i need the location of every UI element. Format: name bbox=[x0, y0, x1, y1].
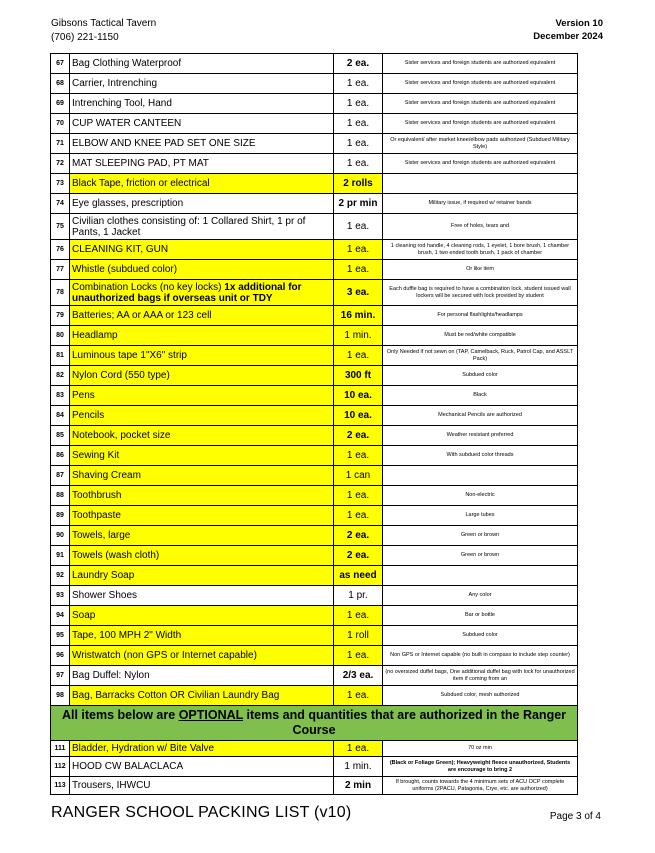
quantity: 2 ea. bbox=[334, 526, 383, 546]
row-number: 73 bbox=[51, 174, 70, 194]
table-row bbox=[51, 586, 578, 606]
item-name: Bag Clothing Waterproof bbox=[70, 54, 334, 74]
row-number: 84 bbox=[51, 406, 70, 426]
item-note: With subdued color threads bbox=[383, 446, 578, 466]
table-row bbox=[51, 546, 578, 566]
item-note: For personal flashlights/headlamps bbox=[383, 306, 578, 326]
item-name: Notebook, pocket size bbox=[70, 426, 334, 446]
item-name: Soap bbox=[70, 606, 334, 626]
table-row bbox=[51, 114, 578, 134]
table-row bbox=[51, 306, 578, 326]
row-number: 90 bbox=[51, 526, 70, 546]
quantity: 1 ea. bbox=[334, 606, 383, 626]
quantity: 1 ea. bbox=[334, 94, 383, 114]
table-row bbox=[51, 466, 578, 486]
item-note: Sister services and foreign students are authorized equivalent bbox=[383, 54, 578, 74]
table-row bbox=[51, 506, 578, 526]
row-number: 71 bbox=[51, 134, 70, 154]
item-name: Eye glasses, prescription bbox=[70, 194, 334, 214]
row-number: 77 bbox=[51, 260, 70, 280]
row-number: 72 bbox=[51, 154, 70, 174]
item-note: Or like item bbox=[383, 260, 578, 280]
row-number: 86 bbox=[51, 446, 70, 466]
item-note: Sister services and foreign students are authorized equivalent bbox=[383, 74, 578, 94]
quantity: 2 ea. bbox=[334, 546, 383, 566]
row-number: 88 bbox=[51, 486, 70, 506]
table-row bbox=[51, 777, 578, 795]
row-number: 96 bbox=[51, 646, 70, 666]
quantity: 1 ea. bbox=[334, 240, 383, 260]
table-row bbox=[51, 426, 578, 446]
item-name: CLEANING KIT, GUN bbox=[70, 240, 334, 260]
row-number: 69 bbox=[51, 94, 70, 114]
item-name: Towels, large bbox=[70, 526, 334, 546]
header-left bbox=[51, 17, 156, 45]
quantity: 10 ea. bbox=[334, 406, 383, 426]
item-name: Shaving Cream bbox=[70, 466, 334, 486]
table-row bbox=[51, 666, 578, 686]
row-number: 113 bbox=[51, 777, 70, 795]
quantity: 1 pr. bbox=[334, 586, 383, 606]
item-note: Military issue, if required w/ retainer bands bbox=[383, 194, 578, 214]
row-number: 81 bbox=[51, 346, 70, 366]
header-right bbox=[533, 17, 603, 43]
item-name: Pencils bbox=[70, 406, 334, 426]
quantity: 2 ea. bbox=[334, 54, 383, 74]
table-row bbox=[51, 566, 578, 586]
quantity: 1 ea. bbox=[334, 686, 383, 706]
item-note: (no oversized duffel bags, One additional duffel bag with lock for unauthorized item if coming from an bbox=[383, 666, 578, 686]
item-name: Bag, Barracks Cotton OR Civilian Laundry Bag bbox=[70, 686, 334, 706]
item-name: Toothbrush bbox=[70, 486, 334, 506]
quantity: 2/3 ea. bbox=[334, 666, 383, 686]
quantity: 1 min. bbox=[334, 757, 383, 777]
item-note: Sister services and foreign students are authorized equivalent bbox=[383, 114, 578, 134]
table-row bbox=[51, 240, 578, 260]
quantity: 1 ea. bbox=[334, 346, 383, 366]
item-name: Toothpaste bbox=[70, 506, 334, 526]
item-note: Non GPS or Internet capable (no built in compass to include step counter) bbox=[383, 646, 578, 666]
item-name-text: Combination Locks (no key locks) bbox=[72, 281, 222, 293]
quantity: 1 roll bbox=[334, 626, 383, 646]
table-row bbox=[51, 526, 578, 546]
table-row bbox=[51, 94, 578, 114]
item-note: Weather resistant preferred bbox=[383, 426, 578, 446]
item-note: Must be red/white compatible bbox=[383, 326, 578, 346]
row-number: 97 bbox=[51, 666, 70, 686]
table-row bbox=[51, 134, 578, 154]
item-name: Civilian clothes consisting of: 1 Collared Shirt, 1 pr of Pants, 1 Jacket bbox=[70, 214, 334, 240]
row-number: 78 bbox=[51, 280, 70, 306]
quantity: 1 ea. bbox=[334, 506, 383, 526]
table-row bbox=[51, 194, 578, 214]
item-note: Subdued color bbox=[383, 626, 578, 646]
row-number: 75 bbox=[51, 214, 70, 240]
table-row bbox=[51, 406, 578, 426]
quantity: 1 can bbox=[334, 466, 383, 486]
item-name: Carrier, Intrenching bbox=[70, 74, 334, 94]
item-note: (Black or Foliage Green); Heavyweight fleece unauthorized, Students are encourage to bring 2 bbox=[383, 757, 578, 777]
org-phone: (706) 221-1150 bbox=[51, 32, 119, 43]
item-name: Trousers, IHWCU bbox=[70, 777, 334, 795]
table-row bbox=[51, 757, 578, 777]
row-number: 95 bbox=[51, 626, 70, 646]
quantity: 1 ea. bbox=[334, 486, 383, 506]
item-note: Green or brown bbox=[383, 546, 578, 566]
table-row bbox=[51, 741, 578, 757]
item-note: Any color bbox=[383, 586, 578, 606]
banner-text-pre: All items below are bbox=[61, 708, 179, 722]
item-note: If brought, counts towards the 4 minimum sets of ACU OCP complete uniforms (2PACU, Patagonia, Crye, etc. are authorized) bbox=[383, 777, 578, 795]
item-name: Intrenching Tool, Hand bbox=[70, 94, 334, 114]
optional-banner bbox=[51, 706, 578, 741]
item-name: ELBOW AND KNEE PAD SET ONE SIZE bbox=[70, 134, 334, 154]
table-row bbox=[51, 346, 578, 366]
row-number: 98 bbox=[51, 686, 70, 706]
item-name: CUP WATER CANTEEN bbox=[70, 114, 334, 134]
row-number: 79 bbox=[51, 306, 70, 326]
version-label: Version 10 bbox=[555, 18, 603, 29]
table-row bbox=[51, 686, 578, 706]
item-name: MAT SLEEPING PAD, PT MAT bbox=[70, 154, 334, 174]
item-name: Wristwatch (non GPS or Internet capable) bbox=[70, 646, 334, 666]
footer-title: RANGER SCHOOL PACKING LIST (v10) bbox=[51, 804, 352, 821]
table-row bbox=[51, 154, 578, 174]
item-note: Each duffle bag is required to have a combination lock, student issued wall lockers will be secured with lock provided by student bbox=[383, 280, 578, 306]
row-number: 94 bbox=[51, 606, 70, 626]
item-name: Nylon Cord (550 type) bbox=[70, 366, 334, 386]
quantity: 3 ea. bbox=[334, 280, 383, 306]
item-note bbox=[383, 174, 578, 194]
quantity: 1 ea. bbox=[334, 134, 383, 154]
item-note: 70 oz min bbox=[383, 741, 578, 757]
item-name: Whistle (subdued color) bbox=[70, 260, 334, 280]
item-note: Green or brown bbox=[383, 526, 578, 546]
item-note: Sister services and foreign students are authorized equivalent bbox=[383, 154, 578, 174]
table-row bbox=[51, 486, 578, 506]
table-row bbox=[51, 386, 578, 406]
row-number: 83 bbox=[51, 386, 70, 406]
item-name: Sewing Kit bbox=[70, 446, 334, 466]
optional-banner-row bbox=[51, 706, 578, 741]
item-name: Bag Duffel: Nylon bbox=[70, 666, 334, 686]
row-number: 70 bbox=[51, 114, 70, 134]
row-number: 91 bbox=[51, 546, 70, 566]
item-note: Subdued color bbox=[383, 366, 578, 386]
packing-list-table bbox=[50, 53, 578, 795]
item-note: Sister services and foreign students are authorized equivalent bbox=[383, 94, 578, 114]
item-note: Free of holes, tears and bbox=[383, 214, 578, 240]
page-number: Page 3 of 4 bbox=[549, 811, 601, 822]
item-name: Bladder, Hydration w/ Bite Valve bbox=[70, 741, 334, 757]
quantity: 1 ea. bbox=[334, 741, 383, 757]
org-name: Gibsons Tactical Tavern bbox=[51, 18, 157, 29]
row-number: 76 bbox=[51, 240, 70, 260]
item-name: Batteries; AA or AAA or 123 cell bbox=[70, 306, 334, 326]
table-row bbox=[51, 260, 578, 280]
item-note: 1 cleaning rod handle, 4 cleaning rods, 1 eyelet, 1 bore brush, 1 chamber brush, 1 two ended tooth brush, 1 pack of chamber bbox=[383, 240, 578, 260]
quantity: 1 ea. bbox=[334, 214, 383, 240]
table-row bbox=[51, 214, 578, 240]
quantity: 2 pr min bbox=[334, 194, 383, 214]
quantity: 1 ea. bbox=[334, 260, 383, 280]
row-number: 89 bbox=[51, 506, 70, 526]
row-number: 85 bbox=[51, 426, 70, 446]
quantity: 1 ea. bbox=[334, 446, 383, 466]
table-row bbox=[51, 326, 578, 346]
item-note: Only Needed if not sewn on (TAP, Camelback, Ruck, Patrol Cap, and ASSLT Pack) bbox=[383, 346, 578, 366]
quantity: 1 ea. bbox=[334, 74, 383, 94]
table-row bbox=[51, 626, 578, 646]
row-number: 82 bbox=[51, 366, 70, 386]
row-number: 67 bbox=[51, 54, 70, 74]
item-note: Mechanical Pencils are authorized bbox=[383, 406, 578, 426]
table-row bbox=[51, 606, 578, 626]
row-number: 92 bbox=[51, 566, 70, 586]
item-name: Laundry Soap bbox=[70, 566, 334, 586]
quantity: as need bbox=[334, 566, 383, 586]
row-number: 74 bbox=[51, 194, 70, 214]
table-row bbox=[51, 280, 578, 306]
item-name: Luminous tape 1"X6" strip bbox=[70, 346, 334, 366]
item-name: Towels (wash cloth) bbox=[70, 546, 334, 566]
item-note bbox=[383, 466, 578, 486]
quantity: 1 ea. bbox=[334, 154, 383, 174]
row-number: 68 bbox=[51, 74, 70, 94]
row-number: 111 bbox=[51, 741, 70, 757]
item-note: Non-electric bbox=[383, 486, 578, 506]
table-row bbox=[51, 446, 578, 466]
item-note: Bar or bottle bbox=[383, 606, 578, 626]
table-row bbox=[51, 74, 578, 94]
quantity: 16 min. bbox=[334, 306, 383, 326]
quantity: 1 min. bbox=[334, 326, 383, 346]
quantity: 2 rolls bbox=[334, 174, 383, 194]
item-note: Large tubes bbox=[383, 506, 578, 526]
item-name: Shower Shoes bbox=[70, 586, 334, 606]
item-name: Tape, 100 MPH 2" Width bbox=[70, 626, 334, 646]
quantity: 1 ea. bbox=[334, 646, 383, 666]
item-note bbox=[383, 566, 578, 586]
quantity: 10 ea. bbox=[334, 386, 383, 406]
table-row bbox=[51, 366, 578, 386]
item-name: HOOD CW BALACLACA bbox=[70, 757, 334, 777]
quantity: 2 min bbox=[334, 777, 383, 795]
item-note: Black bbox=[383, 386, 578, 406]
table-row bbox=[51, 646, 578, 666]
item-name bbox=[70, 280, 334, 306]
banner-text-emphasis: OPTIONAL bbox=[178, 708, 244, 722]
table-row bbox=[51, 54, 578, 74]
quantity: 1 ea. bbox=[334, 114, 383, 134]
row-number: 93 bbox=[51, 586, 70, 606]
item-name-bold-text: 1x additional for unauthorized bags if overseas unit or TDY bbox=[72, 281, 302, 304]
item-name: Pens bbox=[70, 386, 334, 406]
version-date: December 2024 bbox=[533, 31, 603, 42]
row-number: 112 bbox=[51, 757, 70, 777]
quantity: 300 ft bbox=[334, 366, 383, 386]
row-number: 80 bbox=[51, 326, 70, 346]
item-name: Black Tape, friction or electrical bbox=[70, 174, 334, 194]
banner-text-post: items and quantities that are authorized in the Ranger Course bbox=[243, 708, 567, 737]
table-row bbox=[51, 174, 578, 194]
item-note: Or equivalent/ after market knee/elbow pads authorized (Subdued Military Style) bbox=[383, 134, 578, 154]
row-number: 87 bbox=[51, 466, 70, 486]
item-note: Subdued color, mesh authorized bbox=[383, 686, 578, 706]
quantity: 2 ea. bbox=[334, 426, 383, 446]
item-name: Headlamp bbox=[70, 326, 334, 346]
